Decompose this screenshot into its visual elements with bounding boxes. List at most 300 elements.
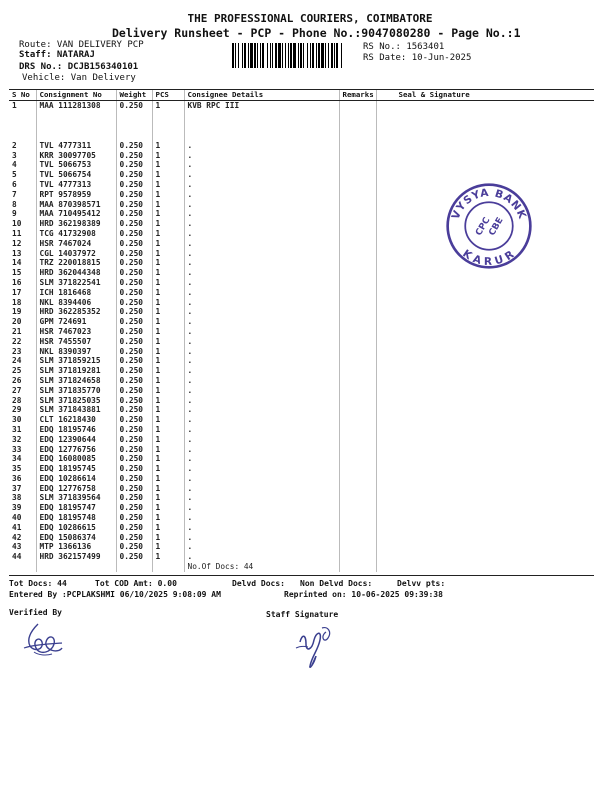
cell-consignment: MAA 710495412 — [36, 209, 116, 219]
cell-pcs: 1 — [152, 219, 184, 229]
cell-remarks — [339, 493, 376, 503]
table-row — [9, 366, 594, 376]
cell-consignee: . — [184, 170, 339, 180]
cell-remarks — [339, 523, 376, 533]
cell-remarks — [339, 542, 376, 552]
cell-consignment: GPM 724691 — [36, 317, 116, 327]
cell-pcs: 1 — [152, 415, 184, 425]
cell-consignee: . — [184, 307, 339, 317]
cell-sno: 20 — [12, 317, 22, 327]
no-of-docs: No.Of Docs: 44 — [184, 562, 339, 572]
reprinted-on: Reprinted on: 10-06-2025 09:39:38 — [284, 590, 443, 599]
cell-consignment: CLT 16218430 — [36, 415, 116, 425]
cell-sno: 10 — [12, 219, 22, 229]
cell-pcs: 1 — [152, 317, 184, 327]
cell-weight: 0.250 — [116, 415, 152, 425]
cell-consignee: . — [184, 141, 339, 151]
cell-weight: 0.250 — [116, 258, 152, 268]
cell-sno: 17 — [12, 287, 22, 297]
cell-seal — [376, 307, 594, 317]
cell-remarks — [339, 229, 376, 239]
cell-sno: 43 — [12, 542, 22, 552]
cell-consignee: . — [184, 366, 339, 376]
cell-remarks — [339, 180, 376, 190]
cell-pcs: 1 — [152, 239, 184, 249]
cell-consignment: EDQ 18195748 — [36, 513, 116, 523]
cell-weight: 0.250 — [116, 209, 152, 219]
cell-seal — [376, 101, 594, 111]
cell-consignment: EDQ 10286614 — [36, 474, 116, 484]
cell-consignee: . — [184, 464, 339, 474]
cell-pcs: 1 — [152, 523, 184, 533]
svg-text:VYSYA BANK — [450, 187, 529, 221]
cell-consignment: TVL 5066754 — [36, 170, 116, 180]
staff-signature-label: Staff Signature — [266, 610, 339, 619]
cell-weight: 0.250 — [116, 249, 152, 259]
table-row — [9, 376, 594, 386]
cell-weight: 0.250 — [116, 376, 152, 386]
cell-pcs: 1 — [152, 337, 184, 347]
cell-weight: 0.250 — [116, 552, 152, 562]
cell-sno: 19 — [12, 307, 22, 317]
cell-remarks — [339, 376, 376, 386]
table-row — [9, 396, 594, 406]
cell-remarks — [339, 425, 376, 435]
cell-remarks — [339, 356, 376, 366]
cell-sno: 21 — [12, 326, 22, 336]
cell-consignment: SLM 371825035 — [36, 396, 116, 406]
table-row — [9, 337, 594, 347]
cell-sno: 44 — [12, 552, 22, 562]
cell-pcs: 1 — [152, 493, 184, 503]
table-row — [9, 474, 594, 484]
cell-weight: 0.250 — [116, 523, 152, 533]
cell-consignment: SLM 371859215 — [36, 356, 116, 366]
cell-seal — [376, 376, 594, 386]
cell-pcs: 1 — [152, 503, 184, 513]
cell-weight: 0.250 — [116, 170, 152, 180]
entered-by: Entered By :PCPLAKSHMI 06/10/2025 9:08:09 AM — [9, 590, 221, 599]
cell-consignment: EDQ 10286615 — [36, 523, 116, 533]
cell-remarks — [339, 141, 376, 151]
cell-seal — [376, 425, 594, 435]
staff-label: Staff: NATARAJ — [19, 50, 95, 60]
cell-consignee: . — [184, 474, 339, 484]
cell-weight: 0.250 — [116, 200, 152, 210]
cell-pcs: 1 — [152, 454, 184, 464]
cell-seal — [376, 445, 594, 455]
cell-remarks — [339, 533, 376, 543]
table-row — [9, 552, 594, 562]
cell-remarks — [339, 386, 376, 396]
cell-consignee: . — [184, 425, 339, 435]
cell-remarks — [339, 298, 376, 308]
cell-pcs: 1 — [152, 229, 184, 239]
table-header-row — [9, 90, 594, 101]
cell-weight: 0.250 — [116, 288, 152, 298]
cell-pcs: 1 — [152, 425, 184, 435]
cell-consignment: HRD 362044348 — [36, 268, 116, 278]
cell-sno: 18 — [12, 297, 22, 307]
drs-number: DRS No.: DCJB156340101 — [19, 62, 139, 72]
cell-consignee: . — [184, 454, 339, 464]
col-weight: Weight — [116, 90, 152, 101]
cell-weight: 0.250 — [116, 405, 152, 415]
cell-remarks — [339, 415, 376, 425]
cell-pcs: 1 — [152, 288, 184, 298]
cell-pcs: 1 — [152, 327, 184, 337]
table-row — [9, 141, 594, 151]
cell-pcs: 1 — [152, 258, 184, 268]
cell-consignment: EDQ 18195745 — [36, 464, 116, 474]
col-pcs: PCS — [152, 90, 184, 101]
cell-consignee: . — [184, 180, 339, 190]
cell-weight: 0.250 — [116, 190, 152, 200]
cell-consignee: . — [184, 278, 339, 288]
cell-pcs: 1 — [152, 101, 184, 111]
cell-sno: 38 — [12, 493, 22, 503]
col-sno: S No — [9, 90, 36, 101]
cell-weight: 0.250 — [116, 268, 152, 278]
cell-remarks — [339, 337, 376, 347]
non-delvd-docs: Non Delvd Docs: — [300, 579, 373, 588]
docs-count-row — [9, 562, 594, 572]
rs-date: RS Date: 10-Jun-2025 — [363, 53, 472, 63]
cell-remarks — [339, 288, 376, 298]
cell-weight: 0.250 — [116, 141, 152, 151]
cell-consignee: . — [184, 337, 339, 347]
cell-sno: 23 — [12, 346, 22, 356]
cell-sno: 9 — [12, 209, 17, 219]
cell-consignment: MAA 870398571 — [36, 200, 116, 210]
cell-seal — [376, 435, 594, 445]
rs-number: RS No.: 1563401 — [363, 42, 445, 52]
table-row — [9, 160, 594, 170]
cell-weight: 0.250 — [116, 484, 152, 494]
cell-sno: 5 — [12, 170, 17, 180]
cell-remarks — [339, 405, 376, 415]
cell-remarks — [339, 503, 376, 513]
cell-sno: 37 — [12, 483, 22, 493]
tot-docs: Tot Docs: 44 — [9, 579, 67, 588]
cell-pcs: 1 — [152, 268, 184, 278]
table-row — [9, 523, 594, 533]
cell-pcs: 1 — [152, 356, 184, 366]
cell-seal — [376, 160, 594, 170]
cell-remarks — [339, 513, 376, 523]
cell-consignment: ICH 1816468 — [36, 288, 116, 298]
cell-pcs: 1 — [152, 170, 184, 180]
cell-remarks — [339, 445, 376, 455]
verified-by-label: Verified By — [9, 608, 62, 617]
cell-sno: 32 — [12, 434, 22, 444]
cell-consignment: MTP 1366136 — [36, 542, 116, 552]
cell-consignee: . — [184, 493, 339, 503]
cell-pcs: 1 — [152, 435, 184, 445]
stamp-text-top: VYSYA BANK — [449, 186, 529, 222]
cell-consignee: . — [184, 396, 339, 406]
cell-pcs: 1 — [152, 151, 184, 161]
cell-consignee: . — [184, 268, 339, 278]
table-row — [9, 307, 594, 317]
table-row — [9, 278, 594, 288]
cell-seal — [376, 141, 594, 151]
cell-consignee: . — [184, 317, 339, 327]
table-row — [9, 405, 594, 415]
cell-seal — [376, 366, 594, 376]
cell-weight: 0.250 — [116, 347, 152, 357]
cell-seal — [376, 454, 594, 464]
cell-sno: 7 — [12, 189, 17, 199]
cell-consignee: . — [184, 523, 339, 533]
cell-pcs: 1 — [152, 376, 184, 386]
cell-sno: 11 — [12, 228, 22, 238]
table-row — [9, 356, 594, 366]
cell-remarks — [339, 151, 376, 161]
table-row — [9, 327, 594, 337]
table-row — [9, 170, 594, 180]
cell-remarks — [339, 347, 376, 357]
delvd-docs: Delvd Docs: — [232, 579, 285, 588]
cell-seal — [376, 347, 594, 357]
col-consignment: Consignment No — [36, 90, 116, 101]
stamp-center-top: CPC — [474, 215, 493, 238]
cell-remarks — [339, 101, 376, 111]
cell-weight: 0.250 — [116, 101, 152, 111]
cell-sno: 34 — [12, 454, 22, 464]
cell-weight: 0.250 — [116, 327, 152, 337]
cell-seal — [376, 396, 594, 406]
cell-sno: 41 — [12, 522, 22, 532]
cell-seal — [376, 356, 594, 366]
cell-sno: 36 — [12, 473, 22, 483]
cell-consignment: EDQ 18195747 — [36, 503, 116, 513]
cell-weight: 0.250 — [116, 474, 152, 484]
cell-remarks — [339, 327, 376, 337]
cell-remarks — [339, 435, 376, 445]
cell-consignment: NKL 8390397 — [36, 347, 116, 357]
cell-consignee: . — [184, 258, 339, 268]
vehicle-label: Vehicle: Van Delivery — [22, 73, 136, 83]
cell-sno: 1 — [12, 101, 17, 110]
cell-seal — [376, 327, 594, 337]
cell-weight: 0.250 — [116, 386, 152, 396]
cell-pcs: 1 — [152, 180, 184, 190]
cell-consignment: CGL 14037972 — [36, 249, 116, 259]
cell-consignment: SLM 371824658 — [36, 376, 116, 386]
cell-sno: 24 — [12, 356, 22, 366]
cell-consignee: . — [184, 484, 339, 494]
cell-consignment: HRD 362285352 — [36, 307, 116, 317]
cell-consignee: . — [184, 239, 339, 249]
cell-consignment: EDQ 16080085 — [36, 454, 116, 464]
cell-pcs: 1 — [152, 386, 184, 396]
cell-consignment: HSR 7467024 — [36, 239, 116, 249]
cell-pcs: 1 — [152, 190, 184, 200]
cell-seal — [376, 474, 594, 484]
cell-consignee: . — [184, 298, 339, 308]
cell-consignment: SLM 371839564 — [36, 493, 116, 503]
cell-weight: 0.250 — [116, 229, 152, 239]
col-seal-signature: Seal & Signature — [376, 90, 594, 101]
cell-seal — [376, 337, 594, 347]
cell-remarks — [339, 219, 376, 229]
cell-pcs: 1 — [152, 200, 184, 210]
cell-sno: 30 — [12, 415, 22, 425]
cell-consignee: . — [184, 405, 339, 415]
cell-remarks — [339, 484, 376, 494]
cell-remarks — [339, 464, 376, 474]
cell-consignment: SLM 371843881 — [36, 405, 116, 415]
cell-consignment: KRR 30097705 — [36, 151, 116, 161]
cell-weight: 0.250 — [116, 239, 152, 249]
table-row — [9, 298, 594, 308]
cell-consignee: . — [184, 229, 339, 239]
cell-seal — [376, 493, 594, 503]
cell-weight: 0.250 — [116, 396, 152, 406]
cell-pcs: 1 — [152, 141, 184, 151]
delvv-pts: Delvv pts: — [397, 579, 446, 588]
table-row — [9, 288, 594, 298]
cell-sno: 15 — [12, 268, 22, 278]
cell-sno: 13 — [12, 248, 22, 258]
cell-remarks — [339, 209, 376, 219]
cell-seal — [376, 523, 594, 533]
cell-weight: 0.250 — [116, 219, 152, 229]
cell-weight: 0.250 — [116, 513, 152, 523]
cell-sno: 14 — [12, 258, 22, 268]
cell-remarks — [339, 268, 376, 278]
cell-consignment: NKL 8394406 — [36, 298, 116, 308]
cell-sno: 22 — [12, 336, 22, 346]
bank-seal-stamp — [445, 182, 533, 270]
cell-remarks — [339, 307, 376, 317]
cell-consignment: HSR 7455507 — [36, 337, 116, 347]
cell-seal — [376, 513, 594, 523]
cell-pcs: 1 — [152, 552, 184, 562]
cell-seal — [376, 298, 594, 308]
cell-consignee: . — [184, 533, 339, 543]
cell-consignee: . — [184, 288, 339, 298]
table-row — [9, 415, 594, 425]
cell-weight: 0.250 — [116, 317, 152, 327]
cell-pcs: 1 — [152, 347, 184, 357]
cell-consignee: . — [184, 219, 339, 229]
cell-weight: 0.250 — [116, 425, 152, 435]
cell-seal — [376, 278, 594, 288]
verifier-signature — [18, 618, 68, 660]
cell-consignee: . — [184, 445, 339, 455]
cell-sno: 2 — [12, 140, 17, 150]
cell-pcs: 1 — [152, 445, 184, 455]
cell-remarks — [339, 366, 376, 376]
cell-consignment: TVL 4777311 — [36, 141, 116, 151]
cell-weight: 0.250 — [116, 160, 152, 170]
table-row — [9, 317, 594, 327]
cell-sno: 31 — [12, 424, 22, 434]
table-row — [9, 386, 594, 396]
cell-remarks — [339, 552, 376, 562]
cell-consignee: . — [184, 249, 339, 259]
table-bottom-rule — [9, 575, 594, 576]
cell-weight: 0.250 — [116, 356, 152, 366]
table-row — [9, 503, 594, 513]
cell-pcs: 1 — [152, 484, 184, 494]
cell-seal — [376, 386, 594, 396]
tot-cod-amt: Tot COD Amt: 0.00 — [95, 579, 177, 588]
cell-pcs: 1 — [152, 396, 184, 406]
cell-consignment: TCG 41732908 — [36, 229, 116, 239]
cell-consignee: . — [184, 160, 339, 170]
cell-weight: 0.250 — [116, 180, 152, 190]
cell-pcs: 1 — [152, 160, 184, 170]
cell-seal — [376, 405, 594, 415]
table-row — [9, 542, 594, 552]
company-title: THE PROFESSIONAL COURIERS, COIMBATORE — [187, 12, 433, 25]
cell-sno: 8 — [12, 199, 17, 209]
table-spacer-row — [9, 111, 594, 141]
cell-consignment: EDQ 15086374 — [36, 533, 116, 543]
cell-seal — [376, 503, 594, 513]
cell-weight: 0.250 — [116, 278, 152, 288]
cell-sno: 35 — [12, 464, 22, 474]
cell-sno: 26 — [12, 375, 22, 385]
cell-consignee: . — [184, 435, 339, 445]
cell-remarks — [339, 200, 376, 210]
cell-seal — [376, 533, 594, 543]
table-row — [9, 464, 594, 474]
table-row — [9, 151, 594, 161]
runsheet-table — [9, 89, 594, 572]
cell-seal — [376, 484, 594, 494]
col-consignee: Consignee Details — [184, 90, 339, 101]
table-row — [9, 454, 594, 464]
cell-sno: 6 — [12, 179, 17, 189]
table-row — [9, 533, 594, 543]
cell-consignee: KVB RPC III — [184, 101, 339, 111]
cell-pcs: 1 — [152, 249, 184, 259]
cell-pcs: 1 — [152, 366, 184, 376]
cell-consignee: . — [184, 376, 339, 386]
cell-consignment: TRZ 220018815 — [36, 258, 116, 268]
cell-sno: 29 — [12, 405, 22, 415]
cell-consignment: EDQ 12776758 — [36, 484, 116, 494]
cell-weight: 0.250 — [116, 454, 152, 464]
cell-sno: 27 — [12, 385, 22, 395]
table-row — [9, 347, 594, 357]
cell-seal — [376, 288, 594, 298]
cell-consignee: . — [184, 386, 339, 396]
cell-seal — [376, 415, 594, 425]
cell-weight: 0.250 — [116, 503, 152, 513]
cell-consignment: MAA 111281308 — [36, 101, 116, 111]
cell-pcs: 1 — [152, 298, 184, 308]
cell-pcs: 1 — [152, 278, 184, 288]
cell-seal — [376, 170, 594, 180]
cell-weight: 0.250 — [116, 493, 152, 503]
cell-consignee: . — [184, 190, 339, 200]
cell-consignment: EDQ 12390644 — [36, 435, 116, 445]
runsheet-title: Delivery Runsheet - PCP - Phone No.:9047080280 - Page No.:1 — [112, 26, 521, 40]
cell-weight: 0.250 — [116, 445, 152, 455]
cell-consignee: . — [184, 415, 339, 425]
cell-seal — [376, 317, 594, 327]
cell-weight: 0.250 — [116, 533, 152, 543]
cell-weight: 0.250 — [116, 542, 152, 552]
table-row — [9, 435, 594, 445]
table-row — [9, 445, 594, 455]
cell-sno: 39 — [12, 503, 22, 513]
